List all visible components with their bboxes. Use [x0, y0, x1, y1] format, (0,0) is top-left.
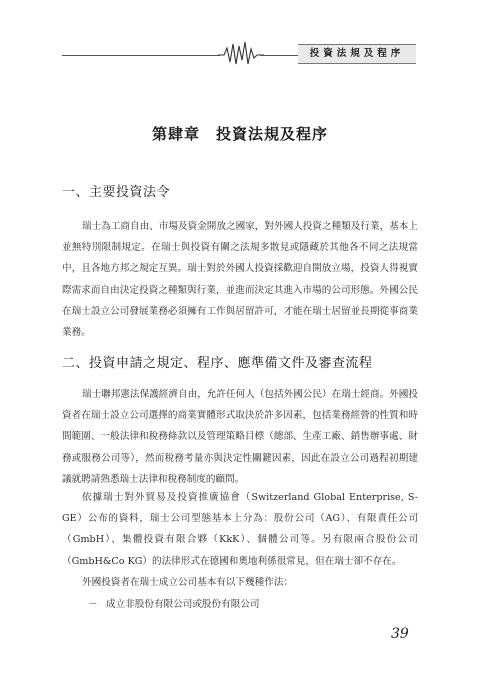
- header-rule-right: [260, 55, 300, 56]
- list-item-text: 成立非股份有限公司或股份有限公司: [106, 599, 260, 610]
- running-header-title: 投資法規及程序: [298, 44, 416, 64]
- paragraph-company-types: 依據瑞士對外貿易及投資推廣協會（Switzerland Global Enterprise, S-GE）公布的資料，瑞士公司型態基本上分為：股份公司（AG）、有限責任公司（GmbH）、集體投資有限合夥（KkK）、個體公司等。另有限兩合股份公司（GmbH&Co KG）的法律形式在德國和奧地利係很常見，但在瑞士卻不存在。: [62, 492, 418, 567]
- heartbeat-icon: [218, 40, 264, 66]
- paragraph-investment-laws: 瑞士為工商自由、市場及資金開放之國家，對外國人投資之種類及行業，基本上並無特別限制規定。在瑞士與投資有關之法規多散見或隱藏於其他各不同之法規當中，且各地方邦之規定互異。瑞士對於外國人投資採歡迎自開放立場，投資人得視實際需求而自由決定投資之種類與行業，並進而決定其進入市場的公司形態。外國公民在瑞士設立公司發展業務必須擁有工作與居留許可，才能在瑞士居留並長期從事商業業務。: [62, 221, 418, 339]
- page-number: 39: [391, 626, 409, 642]
- paragraph-approaches-intro: 外國投資者在瑞士成立公司基本有以下幾種作法：: [82, 577, 294, 588]
- list-item: [88, 594, 260, 615]
- paragraph-constitution: 瑞士聯邦憲法保護經濟自由，允許任何人（包括外國公民）在瑞士經商。外國投資者在瑞士設立公司選擇的商業實體形式取決於許多因素，包括業務經營的性質和時間範圍、一般法律和稅務條款以及管理策略目標（總部、生產工廠、銷售辦事處、財務或服務公司等），然而稅務考量亦與決定性關鍵因素，因此在設立公司過程初期建議就聘請熟悉瑞士法律和稅務制度的顧問。: [62, 389, 418, 485]
- chapter-title: 第肆章 投資法規及程序: [151, 125, 328, 143]
- section-heading-application-procedure: 二、投資申請之規定、程序、應準備文件及審查流程: [62, 356, 373, 371]
- bullet-dash: －: [88, 599, 98, 610]
- section-heading-investment-laws: 一、主要投資法令: [62, 185, 171, 200]
- header-rule-left: [62, 55, 220, 56]
